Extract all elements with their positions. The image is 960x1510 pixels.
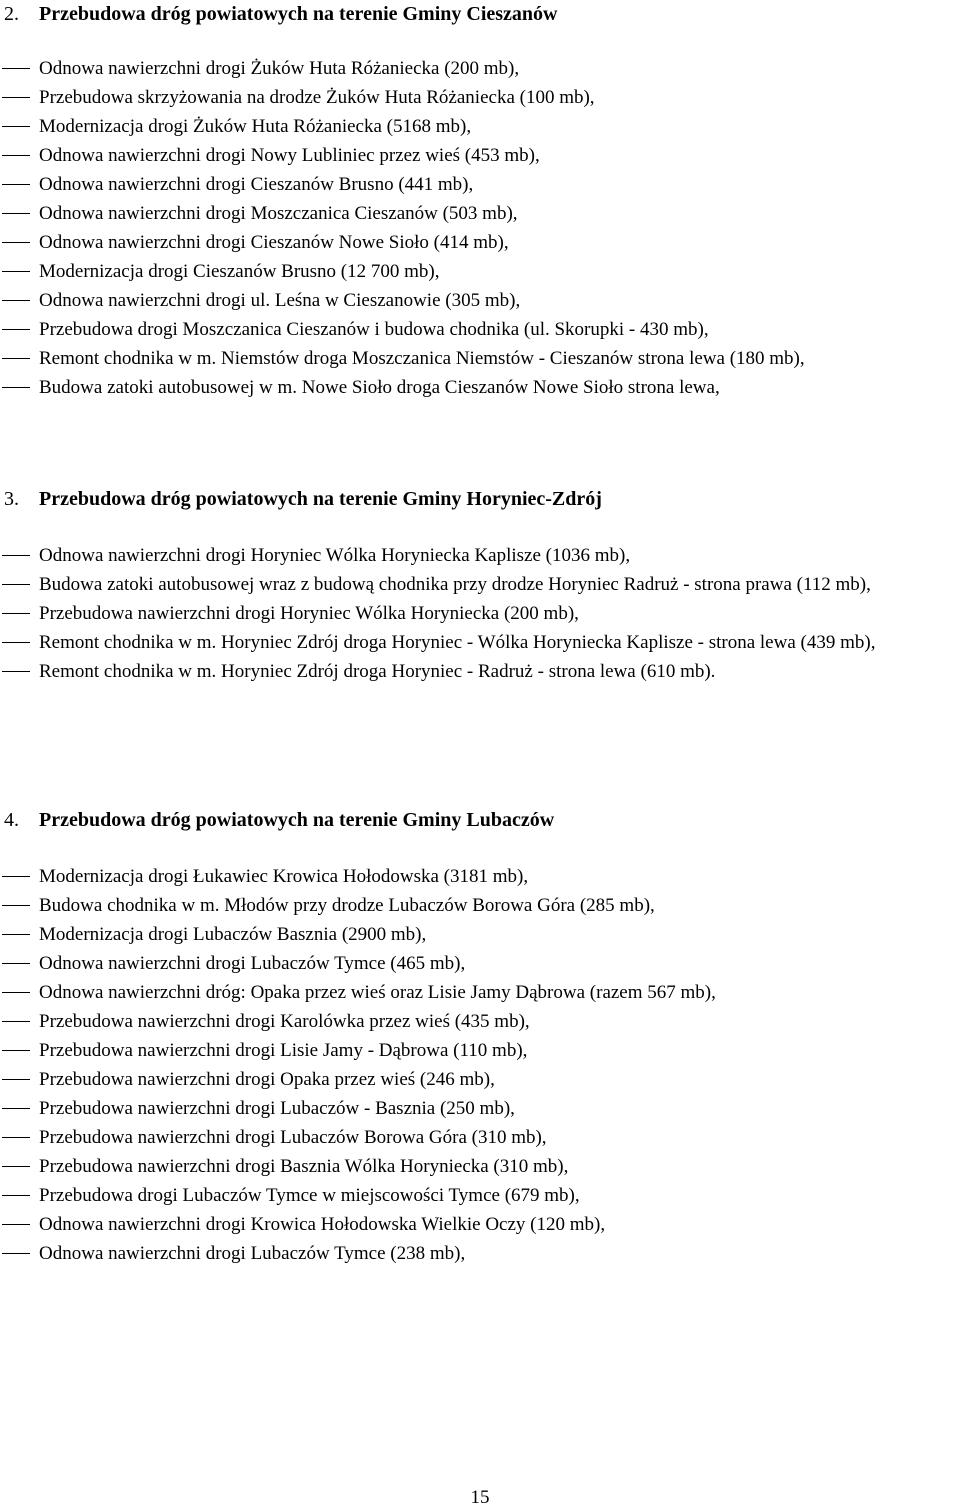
page-number: 15 xyxy=(470,1487,490,1508)
list-item-text: Przebudowa nawierzchni drogi Lisie Jamy - Dąbrowa (110 mb), xyxy=(39,1040,528,1061)
dash-bullet-icon xyxy=(2,1195,30,1196)
dash-bullet-icon xyxy=(2,184,30,185)
list-item xyxy=(0,862,960,891)
list-item-text: Przebudowa nawierzchni drogi Opaka przez wieś (246 mb), xyxy=(39,1069,495,1090)
list-item-text: Przebudowa nawierzchni drogi Lubaczów Borowa Góra (310 mb), xyxy=(39,1127,547,1148)
dash-bullet-icon xyxy=(2,671,30,672)
section-title: Przebudowa dróg powiatowych na terenie Gminy Horyniec-Zdrój xyxy=(39,488,602,510)
section-number: 4. xyxy=(4,809,19,831)
list-item xyxy=(0,657,960,686)
list-item xyxy=(0,978,960,1007)
list-item xyxy=(0,570,960,599)
list-item-text: Remont chodnika w m. Horyniec Zdrój droga Horyniec - Wólka Horyniecka Kaplisze - strona lewa (439 mb), xyxy=(39,632,876,653)
list-item-text: Odnowa nawierzchni drogi Cieszanów Brusno (441 mb), xyxy=(39,174,474,195)
dash-bullet-icon xyxy=(2,68,30,69)
list-item xyxy=(0,373,960,402)
list-item-text: Odnowa nawierzchni drogi Horyniec Wólka Horyniecka Kaplisze (1036 mb), xyxy=(39,545,631,566)
list-item-text: Remont chodnika w m. Niemstów droga Moszczanica Niemstów - Cieszanów strona lewa (180 mb), xyxy=(39,348,805,369)
list-item-text: Odnowa nawierzchni drogi Lubaczów Tymce (238 mb), xyxy=(39,1243,466,1264)
list-item-text: Odnowa nawierzchni dróg: Opaka przez wieś oraz Lisie Jamy Dąbrowa (razem 567 mb), xyxy=(39,982,716,1003)
list-item xyxy=(0,1123,960,1152)
dash-bullet-icon xyxy=(2,905,30,906)
dash-bullet-icon xyxy=(2,1253,30,1254)
list-item-text: Budowa zatoki autobusowej w m. Nowe Sioło droga Cieszanów Nowe Sioło strona lewa, xyxy=(39,377,720,398)
list-item xyxy=(0,170,960,199)
list-item xyxy=(0,541,960,570)
dash-bullet-icon xyxy=(2,1079,30,1080)
list-item xyxy=(0,83,960,112)
dash-bullet-icon xyxy=(2,387,30,388)
list-item-text: Przebudowa nawierzchni drogi Karolówka przez wieś (435 mb), xyxy=(39,1011,530,1032)
dash-bullet-icon xyxy=(2,155,30,156)
section-number: 2. xyxy=(4,3,19,25)
list-item xyxy=(0,1007,960,1036)
list-item xyxy=(0,1036,960,1065)
list-item xyxy=(0,1152,960,1181)
list-item-text: Odnowa nawierzchni drogi Nowy Lubliniec przez wieś (453 mb), xyxy=(39,145,540,166)
list-item-text: Odnowa nawierzchni drogi Lubaczów Tymce (465 mb), xyxy=(39,953,466,974)
list-item xyxy=(0,1239,960,1268)
dash-bullet-icon xyxy=(2,242,30,243)
section-number: 3. xyxy=(4,488,19,510)
list-item xyxy=(0,949,960,978)
section-heading xyxy=(0,0,960,28)
list-item-text: Przebudowa skrzyżowania na drodze Żuków Huta Różaniecka (100 mb), xyxy=(39,87,595,108)
dash-bullet-icon xyxy=(2,1108,30,1109)
road-works-list xyxy=(0,54,960,402)
list-item xyxy=(0,1181,960,1210)
list-item-text: Odnowa nawierzchni drogi Krowica Hołodowska Wielkie Oczy (120 mb), xyxy=(39,1214,606,1235)
section-gmina-lubaczow xyxy=(0,806,960,1268)
dash-bullet-icon xyxy=(2,934,30,935)
list-item xyxy=(0,257,960,286)
list-item xyxy=(0,228,960,257)
section-gmina-horyniec-zdroj xyxy=(0,485,960,686)
section-title: Przebudowa dróg powiatowych na terenie Gminy Cieszanów xyxy=(39,3,558,25)
list-item-text: Budowa zatoki autobusowej wraz z budową chodnika przy drodze Horyniec Radruż - strona prawa (112 mb), xyxy=(39,574,871,595)
list-item xyxy=(0,141,960,170)
dash-bullet-icon xyxy=(2,1224,30,1225)
list-item xyxy=(0,344,960,373)
section-heading xyxy=(0,806,960,834)
dash-bullet-icon xyxy=(2,555,30,556)
list-item-text: Budowa chodnika w m. Młodów przy drodze Lubaczów Borowa Góra (285 mb), xyxy=(39,895,655,916)
dash-bullet-icon xyxy=(2,329,30,330)
list-item-text: Modernizacja drogi Żuków Huta Różaniecka (5168 mb), xyxy=(39,116,472,137)
list-item xyxy=(0,199,960,228)
dash-bullet-icon xyxy=(2,213,30,214)
dash-bullet-icon xyxy=(2,1137,30,1138)
list-item xyxy=(0,628,960,657)
dash-bullet-icon xyxy=(2,876,30,877)
list-item-text: Odnowa nawierzchni drogi Żuków Huta Różaniecka (200 mb), xyxy=(39,58,520,79)
list-item-text: Remont chodnika w m. Horyniec Zdrój droga Horyniec - Radruż - strona lewa (610 mb). xyxy=(39,661,716,682)
list-item xyxy=(0,920,960,949)
list-item-text: Odnowa nawierzchni drogi Cieszanów Nowe Sioło (414 mb), xyxy=(39,232,509,253)
list-item-text: Odnowa nawierzchni drogi ul. Leśna w Cieszanowie (305 mb), xyxy=(39,290,521,311)
list-item xyxy=(0,891,960,920)
road-works-list xyxy=(0,862,960,1268)
dash-bullet-icon xyxy=(2,97,30,98)
list-item xyxy=(0,54,960,83)
list-item xyxy=(0,1094,960,1123)
dash-bullet-icon xyxy=(2,358,30,359)
list-item-text: Modernizacja drogi Cieszanów Brusno (12 700 mb), xyxy=(39,261,440,282)
dash-bullet-icon xyxy=(2,963,30,964)
dash-bullet-icon xyxy=(2,300,30,301)
list-item-text: Przebudowa drogi Lubaczów Tymce w miejscowości Tymce (679 mb), xyxy=(39,1185,580,1206)
dash-bullet-icon xyxy=(2,126,30,127)
list-item-text: Odnowa nawierzchni drogi Moszczanica Cieszanów (503 mb), xyxy=(39,203,518,224)
dash-bullet-icon xyxy=(2,1166,30,1167)
dash-bullet-icon xyxy=(2,271,30,272)
list-item-text: Modernizacja drogi Łukawiec Krowica Hołodowska (3181 mb), xyxy=(39,866,529,887)
section-title: Przebudowa dróg powiatowych na terenie Gminy Lubaczów xyxy=(39,809,555,831)
dash-bullet-icon xyxy=(2,642,30,643)
list-item xyxy=(0,1065,960,1094)
list-item-text: Przebudowa drogi Moszczanica Cieszanów i budowa chodnika (ul. Skorupki - 430 mb), xyxy=(39,319,709,340)
list-item-text: Przebudowa nawierzchni drogi Basznia Wólka Horyniecka (310 mb), xyxy=(39,1156,569,1177)
list-item xyxy=(0,599,960,628)
road-works-list xyxy=(0,541,960,686)
section-gmina-cieszanow xyxy=(0,0,960,402)
list-item xyxy=(0,1210,960,1239)
dash-bullet-icon xyxy=(2,1050,30,1051)
dash-bullet-icon xyxy=(2,613,30,614)
list-item xyxy=(0,112,960,141)
dash-bullet-icon xyxy=(2,584,30,585)
dash-bullet-icon xyxy=(2,1021,30,1022)
list-item-text: Przebudowa nawierzchni drogi Horyniec Wólka Horyniecka (200 mb), xyxy=(39,603,579,624)
list-item-text: Przebudowa nawierzchni drogi Lubaczów - Basznia (250 mb), xyxy=(39,1098,515,1119)
section-heading xyxy=(0,485,960,513)
list-item xyxy=(0,315,960,344)
dash-bullet-icon xyxy=(2,992,30,993)
list-item-text: Modernizacja drogi Lubaczów Basznia (2900 mb), xyxy=(39,924,427,945)
list-item xyxy=(0,286,960,315)
